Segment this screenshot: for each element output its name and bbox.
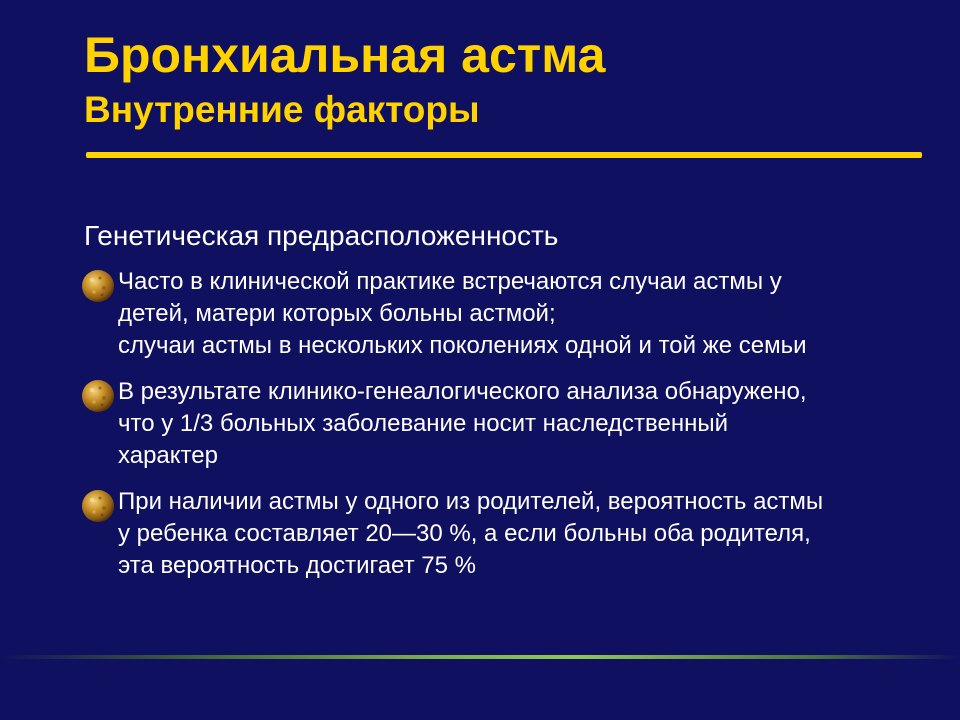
bullet-item (80, 376, 920, 472)
slide-subtitle: Внутренние факторы (84, 89, 480, 130)
bullet-text-line: При наличии астмы у одного из родителей, вероятность астмы (118, 488, 824, 515)
gold-ball-icon (80, 488, 116, 524)
bullet-text-line: эта вероятность достигает 75 % (118, 552, 476, 579)
title-divider (86, 152, 922, 158)
bullet-item (80, 486, 920, 582)
gold-ball-icon (80, 378, 116, 414)
gold-ball-icon (80, 268, 116, 304)
bullet-text-line: характер (118, 442, 218, 469)
bullet-text-line: случаи астмы в нескольких поколениях одной и той же семьи (118, 332, 807, 359)
bullet-text-line: В результате клинико-генеалогического анализа обнаружено, (118, 378, 807, 405)
bullet-item (80, 266, 920, 362)
bullet-list (80, 266, 920, 596)
bullet-text-line: детей, матери которых больны астмой; (118, 300, 556, 327)
section-heading: Генетическая предрасположенность (84, 220, 559, 251)
bottom-divider (0, 655, 960, 659)
bullet-text-line: Часто в клинической практике встречаются случаи астмы у (118, 268, 782, 295)
bullet-text-line: у ребенка составляет 20—30 %, а если больны оба родителя, (118, 520, 811, 547)
bullet-text-line: что у 1/3 больных заболевание носит наследственный (118, 410, 729, 437)
slide-title: Бронхиальная астма (84, 27, 606, 83)
